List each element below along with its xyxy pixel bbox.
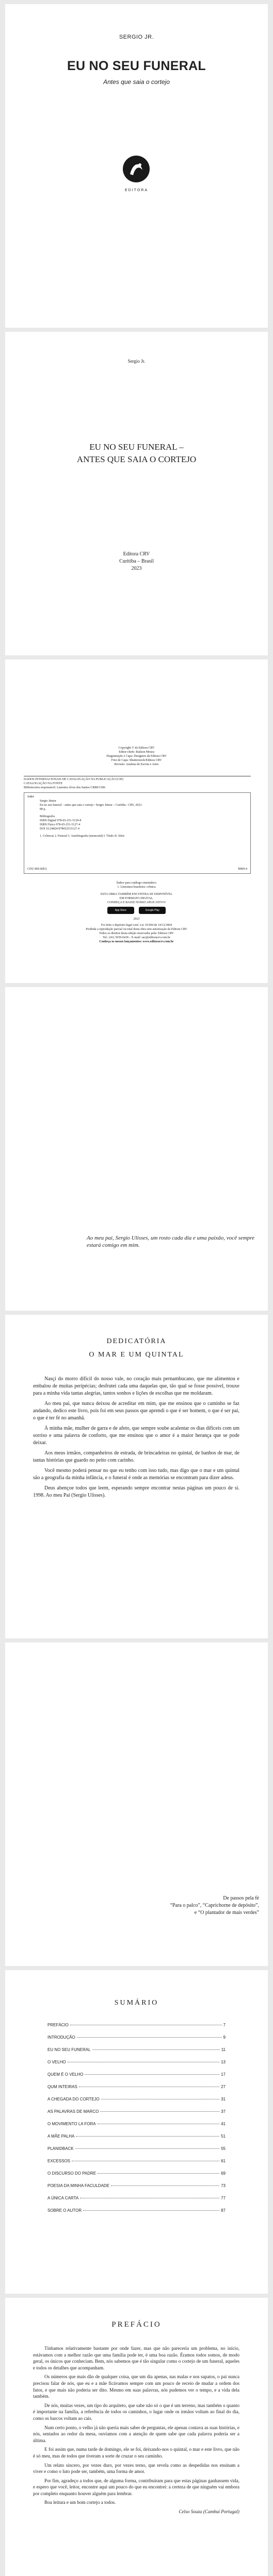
rights-1: Proibida a reprodução parcial ou total desta obra sem autorização da Editora CRV bbox=[86, 928, 187, 931]
toc-entry-label: SOBRE O AUTOR bbox=[47, 2208, 82, 2213]
title-line-1: EU NO SEU FUNERAL – bbox=[89, 442, 184, 452]
copyright-page bbox=[5, 659, 268, 983]
toc-entry-label: QUEM É O VELHO bbox=[47, 2072, 84, 2077]
toc-entry[interactable] bbox=[47, 2035, 226, 2047]
toc-entry-page: 11 bbox=[221, 2047, 226, 2052]
toc-entry-label: QUM INTEIRAS bbox=[47, 2084, 77, 2089]
catalog-line: Eu no seu funeral – antes que saia o cortejo / Sergio Júnior – Curitiba : CRV, 2023. bbox=[40, 804, 142, 807]
rights-2: Todos os direitos desta edição reservados pela: Editora CRV bbox=[99, 932, 174, 935]
toc-entry-page: 7 bbox=[223, 2023, 226, 2027]
digital-notice-3: CONHEÇA E BAIXE NOSSO APLICATIVO! bbox=[107, 901, 166, 904]
toc-entry-label: A MÃE PALHA bbox=[47, 2134, 75, 2139]
dedication-page bbox=[5, 1315, 268, 1638]
publisher-logo-icon bbox=[122, 155, 151, 183]
epigraph-2-line: De passos pela fé bbox=[223, 1895, 259, 1901]
title-page bbox=[5, 332, 268, 655]
dedication-paragraph: À minha mãe, mulher de garra e de afeto, que sempre soube acalentar os dias difíceis com um sorriso e uma palavra de conforto, que me ensinou que o amor é a maior herança que se pode deixar. bbox=[33, 1426, 239, 1446]
digital-notice-1: ESTA OBRA TAMBÉM ENCONTRA-SE DISPONÍVEL bbox=[100, 893, 173, 896]
cip-sub: CATALOGAÇÃO NA FONTE bbox=[24, 782, 63, 785]
toc-entry-page: 9 bbox=[223, 2035, 226, 2040]
index-title: Índice para catálogo sistemático bbox=[116, 882, 157, 885]
preface-paragraph: De nós, muitas vezes, um tipo do arquiteto, que sabe não só o que é um terreno, mas também o quanto é importante na família, a referência de todos os caminhos, o lugar onde os irmãos voltam ao final do dia, como os barcos voltam ao cais. bbox=[33, 2402, 239, 2421]
toc-entry[interactable] bbox=[47, 2196, 226, 2208]
cover-image-line: Foto de Capa: Shutterstock/Editora CRV bbox=[111, 759, 162, 762]
toc-entry[interactable] bbox=[47, 2109, 226, 2122]
cip-librarian: Bibliotecária responsável: Luzenira Alves dos Santos CRB9/1506 bbox=[24, 786, 105, 789]
toc-leader bbox=[100, 2111, 219, 2112]
toc-entry-page: 31 bbox=[221, 2097, 226, 2102]
toc-entry[interactable] bbox=[47, 2097, 226, 2109]
preface-paragraph: E foi assim que, numa tarde de domingo, ele se foi, deixando-nos o quintal, o mar e este livro, que não é só meu, mas de todos que tiveram a sorte de cruzar o seu caminho. bbox=[33, 2447, 239, 2459]
toc-leader bbox=[85, 2074, 219, 2075]
imprint-year: 2023 bbox=[131, 566, 142, 571]
preface-paragraph: Tínhamos relativamente bastante por onde fazer, mas que não pareceria um problema, no início, estávamos com a melhor razão que uma família pode ter, é uma boa razão. Éramos todos somos, de modo geral, os únicos que conheciam. Bem, nós sabemos que é tão singular como o cortejo de um funeral, aqueles e todos os detalhes que acompanham. bbox=[33, 2346, 239, 2370]
preface-paragraph: Um relato sincero, por vezes duro, por vezes terno, que revela como as despedidas nos ensinam a viver e como o luto pode ser, também, uma forma de amor. bbox=[33, 2462, 239, 2475]
catalog-entries bbox=[27, 799, 247, 838]
toc-entry-page: 61 bbox=[221, 2159, 226, 2163]
publisher-mark: EDITORA bbox=[125, 189, 148, 192]
title-line-2: ANTES QUE SAIA O CORTEJO bbox=[76, 454, 197, 464]
title-page-author: Sergio Jr. bbox=[127, 359, 146, 364]
preface-title: PREFÁCIO bbox=[111, 2320, 162, 2329]
preface-paragraph: Num certo ponto, o velho já não queria mais saber de perguntas, ele apenas contava as suas histórias, e nós, sentados ao redor da mesa, ouvíamos com a atenção de quem sabe que cada palavra poderia ser a última. bbox=[33, 2425, 239, 2443]
toc-entry-label: POESIA DA MINHA FACULDADE bbox=[47, 2183, 110, 2188]
toc-entry-page: 77 bbox=[221, 2196, 226, 2200]
toc-entry-label: O DISCURSO DO PADRE bbox=[47, 2171, 97, 2176]
imprint-publisher: Editora CRV bbox=[123, 551, 150, 557]
toc-entry[interactable] bbox=[47, 2072, 226, 2084]
toc-leader bbox=[98, 2173, 219, 2174]
epigraph-text: Ao meu pai, Sergio Ulisses, um rosto cada dia e uma paixão, você sempre estará comigo em mim. bbox=[87, 1235, 255, 1248]
toc-leader bbox=[92, 2049, 220, 2050]
address: Tel.: (41) 3039-6418 – E-mail: sac@editoracrv.com.br bbox=[103, 936, 170, 939]
copyright-credits bbox=[5, 746, 268, 767]
toc-entry-label: A ÚNICA CARTA bbox=[47, 2196, 79, 2200]
dedication-title: DEDICATÓRIA bbox=[106, 1337, 167, 1345]
dedication-paragraph: Ao meu pai, que nunca deixou de acreditar em mim, que me ensinou que o caminho se faz andando, dedico este livro, pois foi em seus passos que aprendi o que é ser homem, o que é ser pai, o que é ter fé no amanhã. bbox=[33, 1401, 239, 1421]
digital-notice-2: EM FORMATO DIGITAL. bbox=[119, 897, 154, 900]
toc-entry-label: O VELHO bbox=[47, 2060, 66, 2064]
cdu: CDU 869.0(81) bbox=[27, 868, 47, 871]
app-store-button[interactable]: App Store bbox=[107, 907, 134, 914]
toc-entry-page: 51 bbox=[221, 2134, 226, 2139]
copyright-line: Copyright © da Editora CRV bbox=[118, 747, 155, 750]
editor-line: Editor-chefe: Railson Moura bbox=[119, 751, 154, 754]
toc-entry-label: EU NO SEU FUNERAL bbox=[47, 2047, 91, 2052]
toc-entry-label: PLANIDBACK bbox=[47, 2146, 74, 2151]
toc-entry-page: 27 bbox=[221, 2084, 226, 2089]
catalog-line: Sergio Júnior bbox=[40, 800, 57, 803]
doi: DOI 10.24824/978652515127.4 bbox=[40, 827, 79, 831]
subjects: 1. Crônicas 2. Funeral 3. Autobiografia (memorial) I. Título II. Série bbox=[40, 835, 125, 838]
toc-title: SUMÁRIO bbox=[114, 1999, 159, 2007]
store-badges bbox=[5, 907, 268, 914]
index-block bbox=[5, 881, 268, 889]
toc-entry-page: 55 bbox=[221, 2146, 226, 2151]
dedication-subtitle: O MAR E UM QUINTAL bbox=[89, 1351, 184, 1359]
toc-page bbox=[5, 1970, 268, 2294]
preface-paragraph: Os números que mais dão de qualquer coisa, que um dia apenas, nas malas e nos sapatos, o pai nunca precisou falar de nós, que eu e a mãe ficávamos sempre com um pouco de receio de mudar a ordem dos fatos, e que mais não poderia ser dito. Mesmo em suas palavras, nós pudemos ver o tempo, e a vida dela também. bbox=[33, 2374, 239, 2399]
epigraph-2-line: e “O plantador de mais verdes” bbox=[194, 1910, 259, 1916]
digital-edition-notice bbox=[5, 892, 268, 905]
review-line: Revisão: Analista de Escrita e Artes bbox=[114, 763, 159, 766]
cip-header bbox=[24, 777, 251, 790]
toc-entry-label: EXCESSOS bbox=[47, 2159, 71, 2163]
toc-entry[interactable] bbox=[47, 2208, 226, 2221]
toc-entry-label: INTRODUÇÃO bbox=[47, 2035, 75, 2040]
year: 2023 bbox=[133, 918, 140, 921]
toc-entry[interactable] bbox=[47, 2047, 226, 2060]
toc-entry-page: 73 bbox=[221, 2183, 226, 2188]
toc-entry[interactable] bbox=[47, 2084, 226, 2097]
cover-title: EU NO SEU FUNERAL bbox=[67, 59, 206, 73]
epigraph-2 bbox=[156, 1895, 259, 1917]
toc-entry[interactable] bbox=[47, 2060, 226, 2072]
toc-entry-label: PREFÁCIO bbox=[47, 2023, 69, 2027]
preface-closing: Boa leitura e um bom cortejo a todos. bbox=[44, 2500, 116, 2505]
toc-leader bbox=[77, 2037, 222, 2038]
google-play-button[interactable]: Google Play bbox=[139, 907, 166, 914]
toc-entry-page: 17 bbox=[221, 2072, 226, 2077]
toc-entry[interactable] bbox=[47, 2159, 226, 2171]
toc-entry[interactable] bbox=[47, 2183, 226, 2196]
dedication-paragraph: Aos meus irmãos, companheiros de estrada, de brincadeiras no quintal, de banhos de mar, de tantas histórias que guardo no peito com carinho. bbox=[33, 1450, 239, 1463]
catalog-line: 88 p. bbox=[40, 808, 46, 811]
toc-entry[interactable] bbox=[47, 2146, 226, 2159]
toc-entry[interactable] bbox=[47, 2122, 226, 2134]
diagram-line: Diagramação e Capa: Designers da Editora CRV bbox=[106, 755, 167, 758]
toc-leader bbox=[83, 2210, 219, 2211]
epigraph-page bbox=[5, 987, 268, 1311]
title-page-title bbox=[5, 441, 268, 466]
dedication-closing: Deus abençoe todos que leem, esperando sempre encontrar nestas páginas um pouco de si. 1998. Ao meu Pai (Sergio Ulisses). bbox=[33, 1485, 239, 1498]
cdd: B869.4 bbox=[238, 868, 247, 871]
toc-entry[interactable] bbox=[47, 2134, 226, 2146]
cover-page bbox=[5, 4, 268, 328]
cover-subtitle: Antes que saia o cortejo bbox=[103, 78, 170, 86]
toc-leader bbox=[76, 2136, 219, 2137]
preface-paragraph: Por fim, agradeço a todos que, de alguma forma, contribuíram para que estas páginas ganhassem vida, e espero que você, leitor, encontre aqui um pouco do que eu encontrei: a certeza de que ninguém vai embora por completo enquanto houver alguém para lembrar. bbox=[33, 2478, 239, 2496]
toc-entry-page: 41 bbox=[221, 2122, 226, 2126]
cip-title: DADOS INTERNACIONAIS DE CATALOGAÇÃO NA PUBLICAÇÃO (CIP) bbox=[24, 778, 123, 781]
imprint-city: Curitiba – Brasil bbox=[119, 558, 154, 564]
toc-list bbox=[47, 2023, 226, 2221]
bibliography-label: Bibliografia bbox=[40, 815, 55, 818]
toc-entry-page: 87 bbox=[221, 2208, 226, 2213]
dedication-paragraph: Você mesmo poderá pensar no que eu tenho com isso tudo, mas digo que o mar e um quintal são a geografia da minha infância, e o funeral é onde as memórias se encontram para dizer adeus. bbox=[33, 1468, 239, 1481]
catalog-card bbox=[24, 792, 251, 874]
toc-entry-page: 13 bbox=[221, 2060, 226, 2064]
dedication-paragraph: Nasçi do morro difícil do nosso vale, no coração mais pernambucano, que me alimentou e embalou de muitas peripécias; desfrutei cada uma daquelas que, tão qual se fosse possível, trouxe para a minha vida tantas alegrias, tantos sonhos e lições de escolhas que me moldaram. bbox=[33, 1376, 239, 1396]
preface-page bbox=[5, 2298, 268, 2576]
toc-entry-label: AS PALAVRAS DE MARCO bbox=[47, 2109, 99, 2114]
isbn-digital: ISBN Digital 978-65-251-5129-8 bbox=[40, 819, 82, 822]
isbn-physical: ISBN Físico 978-65-251-5127-4 bbox=[40, 823, 81, 826]
legal-block bbox=[5, 923, 268, 944]
toc-entry-label: A CHEGADA DO CORTEJO bbox=[47, 2097, 100, 2102]
imprint bbox=[5, 551, 268, 572]
toc-entry[interactable] bbox=[47, 2023, 226, 2035]
preface-signature: Celso Souza (Cambuí Portugal) bbox=[179, 2509, 239, 2515]
dedication-body bbox=[33, 1376, 239, 1502]
toc-entry-page: 37 bbox=[221, 2109, 226, 2114]
epigraph-2-line: “Para o palco”, “Caprichorne de depósito”, bbox=[170, 1903, 259, 1908]
toc-leader bbox=[111, 2185, 219, 2186]
toc-entry[interactable] bbox=[47, 2171, 226, 2183]
catalog-code: S484 bbox=[27, 795, 34, 799]
legal-deposit: Foi feito o depósito legal conf. Lei 10.994 de 14/12/2004 bbox=[101, 924, 172, 927]
epigraph-page-2 bbox=[5, 1642, 268, 1966]
toc-entry-label: O MOVIMENTO LA FORA bbox=[47, 2122, 96, 2126]
cover-author: SERGIO JR. bbox=[119, 34, 154, 40]
index-entry: 1. Literatura brasileira: crônica bbox=[117, 886, 156, 889]
preface-body bbox=[33, 2345, 239, 2518]
toc-entry-page: 69 bbox=[221, 2171, 226, 2176]
info: Conheça os nossos lançamentos: www.editoracrv.com.br bbox=[99, 940, 174, 943]
toc-leader bbox=[75, 2148, 219, 2149]
